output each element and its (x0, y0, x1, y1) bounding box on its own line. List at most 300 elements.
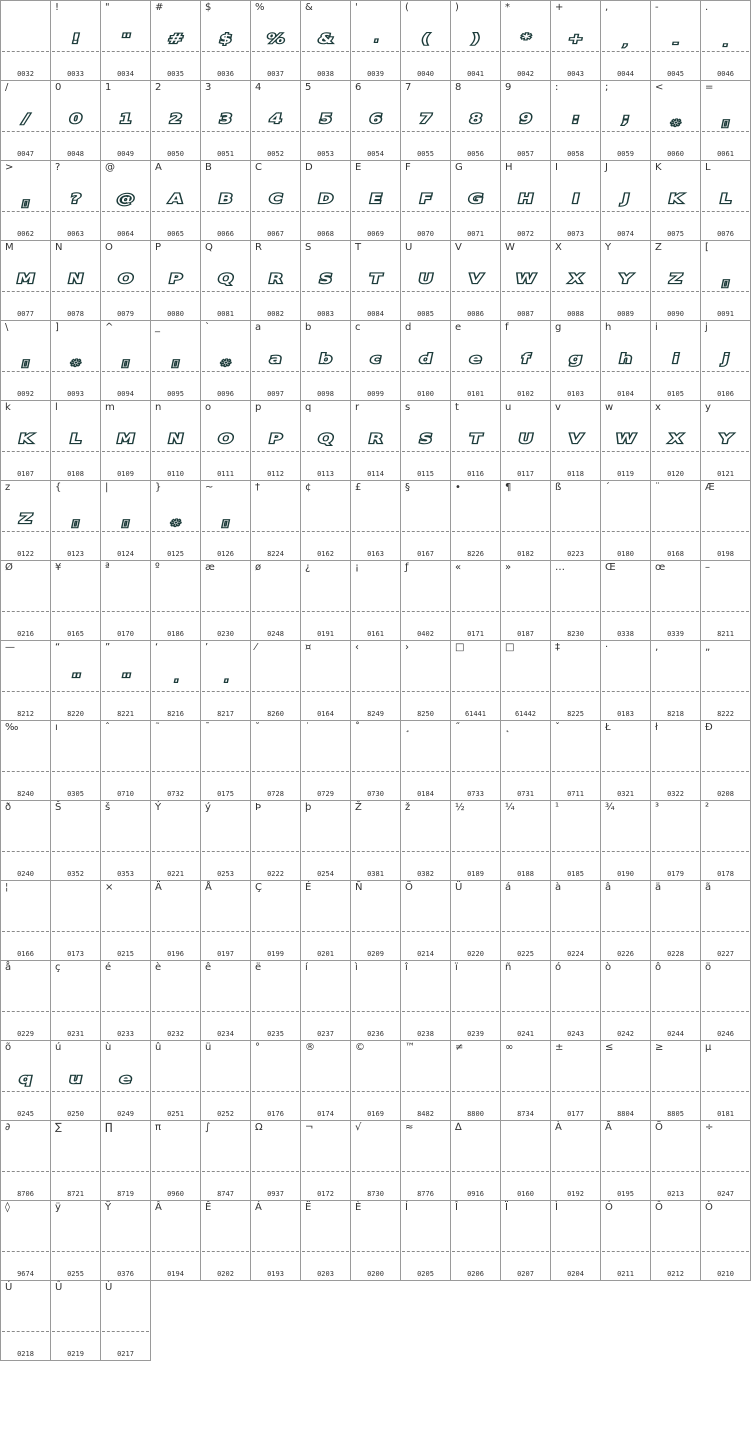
glyph-cell[interactable] (200, 1120, 250, 1200)
glyph-character-label: # (155, 2, 164, 13)
glyph-cell[interactable] (650, 1200, 700, 1281)
glyph-cell[interactable] (650, 800, 700, 880)
glyph-cell[interactable] (250, 1040, 300, 1120)
glyph-cell[interactable] (400, 800, 450, 880)
glyph-preview: ▯ (171, 359, 180, 369)
glyph-cell[interactable] (700, 400, 751, 480)
glyph-cell[interactable] (700, 80, 751, 160)
glyph-cell[interactable] (450, 1200, 500, 1281)
glyph-cell[interactable] (700, 240, 751, 320)
glyph-code-label: 0353 (117, 870, 134, 878)
glyph-cell[interactable] (200, 640, 250, 720)
glyph-code-label: 0056 (467, 150, 484, 158)
glyph-character-label: T (355, 242, 362, 253)
glyph-code-label: 0214 (417, 950, 434, 958)
baseline-guide (152, 1011, 199, 1012)
baseline-guide (102, 131, 149, 132)
glyph-cell[interactable] (50, 1200, 100, 1280)
glyph-cell[interactable] (150, 1120, 200, 1200)
baseline-guide (352, 531, 399, 532)
glyph-character-label: Å (205, 882, 212, 893)
baseline-guide (352, 291, 399, 292)
glyph-character-label: F (405, 162, 411, 173)
glyph-preview: 9 (517, 112, 534, 127)
glyph-cell[interactable] (0, 1280, 50, 1361)
glyph-cell[interactable] (200, 1200, 250, 1281)
glyph-cell[interactable] (700, 1200, 751, 1281)
glyph-code-label: 0100 (417, 390, 434, 398)
glyph-cell[interactable] (250, 960, 300, 1040)
glyph-cell[interactable] (500, 1120, 550, 1200)
baseline-guide (552, 291, 599, 292)
glyph-cell[interactable] (50, 880, 100, 960)
baseline-guide (202, 451, 249, 452)
glyph-cell[interactable] (400, 560, 450, 640)
baseline-guide (402, 611, 449, 612)
glyph-code-label: 8225 (567, 710, 584, 718)
glyph-cell[interactable] (50, 1280, 100, 1361)
glyph-code-label: 0238 (417, 1030, 434, 1038)
glyph-cell[interactable] (700, 960, 751, 1040)
glyph-cell[interactable] (50, 960, 100, 1040)
glyph-cell[interactable] (350, 880, 400, 960)
glyph-cell[interactable] (350, 1040, 400, 1120)
glyph-character-label: § (405, 482, 410, 493)
glyph-cell[interactable] (450, 800, 500, 880)
baseline-guide (402, 851, 449, 852)
glyph-preview: 8 (467, 112, 484, 127)
glyph-cell[interactable] (250, 800, 300, 880)
glyph-character-label: ł (655, 722, 658, 733)
glyph-cell[interactable] (500, 1040, 550, 1120)
glyph-cell[interactable] (550, 720, 600, 800)
glyph-cell[interactable] (450, 1120, 500, 1200)
glyph-code-label: 0121 (717, 470, 734, 478)
baseline-guide (552, 1251, 599, 1252)
glyph-code-label: 0251 (167, 1110, 184, 1118)
glyph-cell[interactable] (150, 800, 200, 880)
glyph-cell[interactable] (500, 1200, 550, 1281)
glyph-cell[interactable] (550, 640, 600, 720)
glyph-cell[interactable] (400, 1120, 450, 1200)
glyph-character-label: ¤ (305, 642, 312, 653)
glyph-character-label: ∞ (505, 1042, 514, 1053)
glyph-code-label: 0119 (617, 470, 634, 478)
baseline-guide (552, 211, 599, 212)
glyph-character-label: 6 (355, 82, 362, 93)
baseline-guide (602, 1011, 649, 1012)
baseline-guide (652, 691, 699, 692)
glyph-cell[interactable] (450, 560, 500, 640)
glyph-cell[interactable] (100, 720, 150, 800)
glyph-cell[interactable] (100, 1040, 150, 1120)
glyph-cell[interactable] (550, 560, 600, 640)
glyph-cell[interactable] (450, 720, 500, 800)
glyph-character-label: À (555, 1122, 562, 1133)
glyph-cell[interactable] (500, 880, 550, 960)
baseline-guide (302, 771, 349, 772)
glyph-cell[interactable] (650, 1040, 700, 1120)
baseline-guide (352, 211, 399, 212)
glyph-cell[interactable] (0, 960, 50, 1040)
glyph-character-label: d (405, 322, 412, 333)
glyph-code-label: 0382 (417, 870, 434, 878)
glyph-code-label: 0172 (317, 1190, 334, 1198)
baseline-guide (2, 851, 49, 852)
baseline-guide (452, 451, 499, 452)
glyph-character-label: ÷ (705, 1122, 714, 1133)
glyph-cell[interactable] (400, 720, 450, 800)
glyph-cell[interactable] (300, 1200, 350, 1281)
baseline-guide (2, 611, 49, 612)
glyph-cell[interactable] (300, 640, 350, 720)
glyph-cell[interactable] (400, 1040, 450, 1120)
glyph-cell[interactable] (350, 480, 400, 560)
glyph-cell[interactable] (650, 960, 700, 1040)
glyph-cell[interactable] (700, 720, 751, 800)
glyph-cell[interactable] (650, 880, 700, 960)
baseline-guide (402, 1011, 449, 1012)
glyph-cell[interactable] (350, 800, 400, 880)
glyph-character-label: Ó (605, 1202, 613, 1213)
glyph-code-label: 0184 (417, 790, 434, 798)
glyph-preview: T (468, 432, 484, 447)
baseline-guide (202, 1171, 249, 1172)
baseline-guide (252, 611, 299, 612)
glyph-cell[interactable] (600, 1040, 650, 1120)
baseline-guide (602, 371, 649, 372)
glyph-cell[interactable] (0, 880, 50, 960)
glyph-character-label: Ã (605, 1122, 612, 1133)
glyph-cell[interactable] (250, 1200, 300, 1281)
glyph-character-label: È (355, 1202, 362, 1213)
glyph-cell[interactable] (700, 640, 751, 720)
glyph-cell[interactable] (500, 560, 550, 640)
glyph-cell[interactable] (500, 720, 550, 800)
glyph-preview: b (317, 352, 334, 367)
glyph-code-label: 0120 (667, 470, 684, 478)
glyph-code-label: 0322 (667, 790, 684, 798)
glyph-code-label: 8260 (267, 710, 284, 718)
glyph-cell[interactable] (200, 720, 250, 800)
baseline-guide (552, 771, 599, 772)
glyph-cell[interactable] (150, 1200, 200, 1281)
glyph-character-label: ý (205, 802, 211, 813)
glyph-cell[interactable] (700, 560, 751, 640)
glyph-character-label: â (605, 882, 612, 893)
glyph-code-label: 0046 (717, 70, 734, 78)
glyph-cell[interactable] (600, 560, 650, 640)
glyph-cell[interactable] (600, 960, 650, 1040)
glyph-character-label: z (5, 482, 11, 493)
glyph-character-label: ò (605, 962, 612, 973)
glyph-code-label: 0040 (417, 70, 434, 78)
glyph-code-label: 0173 (67, 950, 84, 958)
glyph-character-label: √ (355, 1122, 362, 1133)
glyph-cell[interactable] (550, 800, 600, 880)
glyph-cell[interactable] (650, 480, 700, 560)
glyph-code-label: 8249 (367, 710, 384, 718)
glyph-cell[interactable] (400, 1200, 450, 1281)
glyph-cell[interactable] (500, 640, 550, 720)
glyph-cell[interactable] (300, 560, 350, 640)
glyph-cell[interactable] (50, 560, 100, 640)
glyph-character-label: ± (555, 1042, 564, 1053)
glyph-cell[interactable] (600, 480, 650, 560)
glyph-code-label: 0036 (217, 70, 234, 78)
baseline-guide (702, 1251, 749, 1252)
glyph-cell[interactable] (550, 1120, 600, 1200)
glyph-preview: ; (620, 112, 631, 127)
baseline-guide (602, 851, 649, 852)
glyph-character-label: ü (205, 1042, 212, 1053)
glyph-character-label: $ (205, 2, 212, 13)
glyph-code-label: 0198 (717, 550, 734, 558)
glyph-cell[interactable] (0, 1120, 50, 1200)
glyph-cell[interactable] (450, 480, 500, 560)
glyph-cell[interactable] (450, 1040, 500, 1120)
glyph-cell[interactable] (300, 1040, 350, 1120)
glyph-cell[interactable] (350, 1120, 400, 1200)
glyph-cell[interactable] (250, 880, 300, 960)
glyph-cell[interactable] (700, 880, 751, 960)
glyph-cell[interactable] (700, 480, 751, 560)
glyph-code-label: 0051 (217, 150, 234, 158)
glyph-code-label: 0082 (267, 310, 284, 318)
glyph-cell[interactable] (200, 1040, 250, 1120)
glyph-cell[interactable] (150, 880, 200, 960)
glyph-code-label: 0215 (117, 950, 134, 958)
glyph-cell[interactable] (700, 320, 751, 400)
baseline-guide (352, 691, 399, 692)
glyph-cell[interactable] (650, 640, 700, 720)
baseline-guide (302, 1171, 349, 1172)
glyph-code-label: 0047 (17, 150, 34, 158)
glyph-preview: Y (617, 272, 634, 287)
baseline-guide (652, 1091, 699, 1092)
glyph-cell[interactable] (450, 880, 500, 960)
glyph-cell[interactable] (450, 960, 500, 1040)
glyph-cell[interactable] (200, 560, 250, 640)
glyph-cell[interactable] (350, 720, 400, 800)
glyph-cell[interactable] (400, 960, 450, 1040)
glyph-preview: ▯ (121, 519, 130, 529)
glyph-preview: K (667, 192, 684, 207)
glyph-cell[interactable] (200, 880, 250, 960)
glyph-cell[interactable] (200, 960, 250, 1040)
glyph-cell[interactable] (250, 720, 300, 800)
baseline-guide (352, 451, 399, 452)
glyph-code-label: 8224 (267, 550, 284, 558)
baseline-guide (352, 131, 399, 132)
glyph-cell[interactable] (100, 880, 150, 960)
glyph-code-label: 0217 (117, 1350, 134, 1358)
glyph-preview: T (368, 272, 384, 287)
glyph-cell[interactable] (700, 1040, 751, 1120)
glyph-cell[interactable] (150, 1040, 200, 1120)
glyph-cell[interactable] (300, 960, 350, 1040)
glyph-code-label: 0109 (117, 470, 134, 478)
baseline-guide (52, 851, 99, 852)
glyph-cell[interactable] (150, 560, 200, 640)
glyph-cell[interactable] (250, 1120, 300, 1200)
glyph-code-label: 0204 (567, 1270, 584, 1278)
glyph-code-label: 0081 (217, 310, 234, 318)
glyph-cell[interactable] (400, 480, 450, 560)
glyph-cell[interactable] (100, 1280, 151, 1361)
baseline-guide (302, 291, 349, 292)
glyph-cell[interactable] (250, 480, 300, 560)
glyph-cell[interactable] (650, 1120, 700, 1200)
glyph-cell[interactable] (500, 960, 550, 1040)
glyph-code-label: 0249 (117, 1110, 134, 1118)
glyph-cell[interactable] (300, 1120, 350, 1200)
glyph-character-label: ÿ (55, 1202, 61, 1213)
glyph-cell[interactable] (700, 160, 751, 240)
baseline-guide (52, 1011, 99, 1012)
glyph-preview: ▯ (221, 519, 230, 529)
glyph-cell[interactable] (600, 640, 650, 720)
glyph-cell[interactable] (0, 560, 50, 640)
glyph-cell[interactable] (0, 800, 50, 880)
glyph-cell[interactable] (550, 1200, 600, 1281)
glyph-cell[interactable] (100, 800, 150, 880)
glyph-cell[interactable] (300, 720, 350, 800)
glyph-cell[interactable] (350, 960, 400, 1040)
glyph-code-label: 0203 (317, 1270, 334, 1278)
baseline-guide (452, 1091, 499, 1092)
glyph-code-label: 0111 (217, 470, 234, 478)
glyph-code-label: 0190 (617, 870, 634, 878)
baseline-guide (102, 1091, 149, 1092)
glyph-cell[interactable] (600, 880, 650, 960)
baseline-guide (502, 691, 549, 692)
glyph-cell[interactable] (400, 880, 450, 960)
glyph-cell[interactable] (450, 640, 500, 720)
glyph-cell[interactable] (400, 640, 450, 720)
baseline-guide (202, 131, 249, 132)
glyph-cell[interactable] (0, 1200, 50, 1280)
baseline-guide (252, 371, 299, 372)
glyph-character-label: ß (555, 482, 562, 493)
baseline-guide (2, 691, 49, 692)
glyph-cell[interactable] (100, 1200, 150, 1280)
glyph-preview: S (417, 432, 434, 447)
glyph-code-label: 8217 (217, 710, 234, 718)
glyph-character-label: Ø (5, 562, 13, 573)
glyph-cell[interactable] (550, 480, 600, 560)
glyph-code-label: 0054 (367, 150, 384, 158)
glyph-cell[interactable] (150, 720, 200, 800)
baseline-guide (552, 371, 599, 372)
glyph-character-label: ¸ (405, 722, 410, 733)
glyph-cell[interactable] (350, 1200, 400, 1281)
glyph-cell[interactable] (650, 720, 700, 800)
glyph-cell[interactable] (50, 1120, 100, 1200)
glyph-character-label: Ò (705, 1202, 713, 1213)
glyph-code-label: 0089 (617, 310, 634, 318)
glyph-cell[interactable] (250, 640, 300, 720)
glyph-preview: 3 (217, 112, 234, 127)
glyph-character-label: à (555, 882, 562, 893)
glyph-character-label: ∫ (205, 1122, 211, 1133)
baseline-guide (502, 371, 549, 372)
glyph-preview: O (116, 272, 135, 287)
glyph-cell[interactable] (600, 1200, 650, 1281)
glyph-cell[interactable] (500, 800, 550, 880)
glyph-cell[interactable] (350, 640, 400, 720)
glyph-cell[interactable] (250, 560, 300, 640)
glyph-preview: W (514, 272, 537, 287)
glyph-character-label: ? (55, 162, 61, 173)
baseline-guide (152, 851, 199, 852)
glyph-cell[interactable] (100, 560, 150, 640)
baseline-guide (152, 451, 199, 452)
glyph-cell[interactable] (300, 480, 350, 560)
glyph-character-label: ≈ (405, 1122, 414, 1133)
glyph-cell[interactable] (100, 960, 150, 1040)
glyph-character-label: Õ (655, 1122, 663, 1133)
glyph-cell[interactable] (100, 1120, 150, 1200)
glyph-code-label: 0058 (567, 150, 584, 158)
glyph-cell[interactable] (650, 560, 700, 640)
glyph-character-label: 3 (205, 82, 212, 93)
glyph-cell[interactable] (550, 880, 600, 960)
glyph-preview: ' (372, 39, 379, 49)
glyph-code-label: 0084 (367, 310, 384, 318)
glyph-code-label: 0206 (467, 1270, 484, 1278)
glyph-code-label: 0102 (517, 390, 534, 398)
glyph-character-label: ⁄ (255, 642, 257, 653)
glyph-cell[interactable] (50, 800, 100, 880)
glyph-cell[interactable] (550, 1040, 600, 1120)
glyph-character-label: ã (705, 882, 712, 893)
glyph-code-label: 0352 (67, 870, 84, 878)
glyph-code-label: 8220 (67, 710, 84, 718)
glyph-cell[interactable] (50, 720, 100, 800)
glyph-cell[interactable] (500, 480, 550, 560)
glyph-preview: F (418, 192, 434, 207)
glyph-character-label: q (305, 402, 312, 413)
glyph-character-label: Ï (505, 1202, 508, 1213)
glyph-cell[interactable] (600, 1120, 650, 1200)
glyph-cell[interactable] (200, 480, 250, 560)
glyph-code-label: 0033 (67, 70, 84, 78)
glyph-cell[interactable] (700, 0, 751, 80)
glyph-code-label: 0339 (667, 630, 684, 638)
glyph-cell[interactable] (700, 1120, 751, 1200)
baseline-guide (652, 1251, 699, 1252)
glyph-cell[interactable] (300, 880, 350, 960)
glyph-cell[interactable] (550, 960, 600, 1040)
glyph-cell[interactable] (200, 800, 250, 880)
glyph-code-label: 0225 (517, 950, 534, 958)
glyph-code-label: 0216 (17, 630, 34, 638)
glyph-preview: H (516, 192, 535, 207)
glyph-cell[interactable] (600, 720, 650, 800)
glyph-code-label: 0208 (717, 790, 734, 798)
baseline-guide (602, 771, 649, 772)
glyph-cell[interactable] (0, 720, 50, 800)
glyph-code-label: 0223 (567, 550, 584, 558)
glyph-character-label: ¬ (305, 1122, 314, 1133)
glyph-code-label: 0170 (117, 630, 134, 638)
glyph-cell[interactable] (150, 960, 200, 1040)
glyph-cell[interactable] (700, 800, 751, 880)
glyph-cell[interactable] (350, 560, 400, 640)
glyph-cell[interactable] (300, 800, 350, 880)
glyph-cell[interactable] (600, 800, 650, 880)
